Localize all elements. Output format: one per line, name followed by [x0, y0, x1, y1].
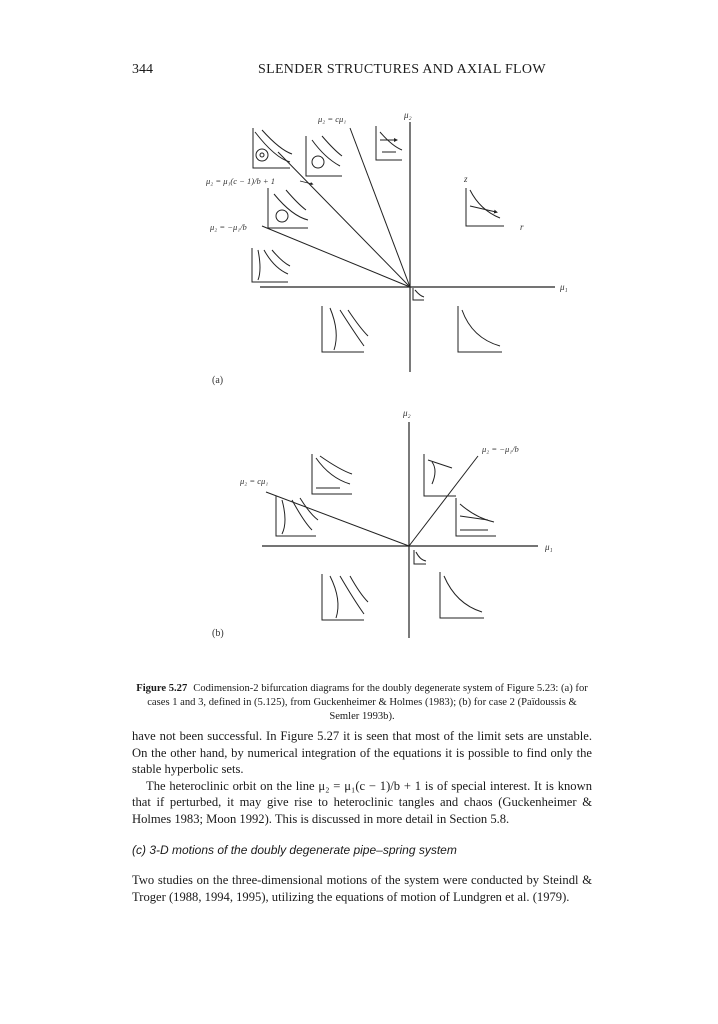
- mu2-axis-label: μ₂: [404, 110, 412, 120]
- phase-portrait-inset: [458, 306, 502, 352]
- caption-label: Figure 5.27: [136, 683, 188, 694]
- section-heading: (c) 3-D motions of the doubly degenerate pipe–spring system: [132, 843, 457, 857]
- line-mu2-c-mu1: [266, 492, 409, 546]
- paragraph-1: have not been successful. In Figure 5.27 it is seen that most of the limit sets are unstable. On the other hand, by numerical integration of the equations it is possible to find only the stable hyperbolic sets.: [132, 729, 592, 777]
- phase-portrait-inset: [252, 248, 290, 282]
- paragraph-2: The heteroclinic orbit on the line μ₂ = μ₁(c − 1)/b + 1 is of special interest. It is known that if perturbed, it may give rise to heteroclinic tangles and chaos (Guckenheimer & Holmes 1983; Moon 1992). This is discussed in more detail in Section 5.8.: [132, 778, 592, 826]
- phase-portrait-inset: [376, 126, 402, 160]
- inset-axis-r: r: [520, 222, 524, 232]
- line-mu2-c-mu1: [350, 128, 410, 287]
- line-mu2-minus-mu1-b: [262, 226, 410, 287]
- phase-portrait-inset: [413, 288, 424, 300]
- phase-portrait-inset: [322, 306, 368, 352]
- figure-caption: [132, 682, 592, 724]
- phase-portrait-inset: [253, 128, 292, 168]
- phase-portrait-inset: [268, 188, 308, 228]
- phase-portrait-inset: [322, 574, 368, 620]
- figure-a: [0, 100, 718, 400]
- line-label-b2: μ₂ = cμ₁: [240, 476, 269, 486]
- phase-portrait-inset: [414, 550, 426, 564]
- line-label-2: μ₂ = μ₁(c − 1)/b + 1: [206, 176, 275, 186]
- phase-portrait-inset: [440, 572, 484, 618]
- figure-b: [0, 404, 718, 648]
- phase-portrait-inset: [306, 136, 342, 176]
- running-header: [132, 62, 592, 82]
- phase-portrait-inset: [424, 454, 456, 496]
- body-text-2: [132, 872, 592, 905]
- panel-label-b: (b): [212, 628, 224, 639]
- line-label-3: μ₂ = −μ₁/b: [210, 222, 247, 232]
- inset-axis-z: z: [464, 174, 468, 184]
- line-label-1: μ₂ = cμ₁: [318, 114, 347, 124]
- mu1-axis-label: μ₁: [560, 282, 568, 292]
- paragraph-3: Two studies on the three-dimensional motions of the system were conducted by Steindl & Troger (1988, 1994, 1995), utilizing the equations of motion of Lundgren et al. (1979).: [132, 873, 592, 904]
- panel-label-a: (a): [212, 375, 224, 386]
- phase-portrait-inset: [456, 498, 496, 536]
- line-mu2-minus-mu1-b: [409, 456, 478, 546]
- mu1-axis-label: μ₁: [545, 542, 553, 552]
- phase-portrait-inset: [312, 454, 352, 494]
- body-text: [132, 728, 592, 828]
- mu2-axis-label: μ₂: [403, 408, 411, 418]
- page-number: 344: [132, 62, 153, 77]
- line-label-b1: μ₂ = −μ₁/b: [482, 444, 519, 454]
- caption-text: Codimension-2 bifurcation diagrams for the doubly degenerate system of Figure 5.23: (a) for cases 1 and 3, defined in (5.125), from Guckenheimer & Holmes (1983); (b) for case 2 (Païdoussis & Semler 1993b).: [147, 683, 588, 722]
- running-title: SLENDER STRUCTURES AND AXIAL FLOW: [258, 62, 546, 77]
- phase-portrait-inset: [466, 188, 504, 226]
- phase-portrait-inset: [276, 496, 318, 536]
- line-heteroclinic: [278, 152, 410, 287]
